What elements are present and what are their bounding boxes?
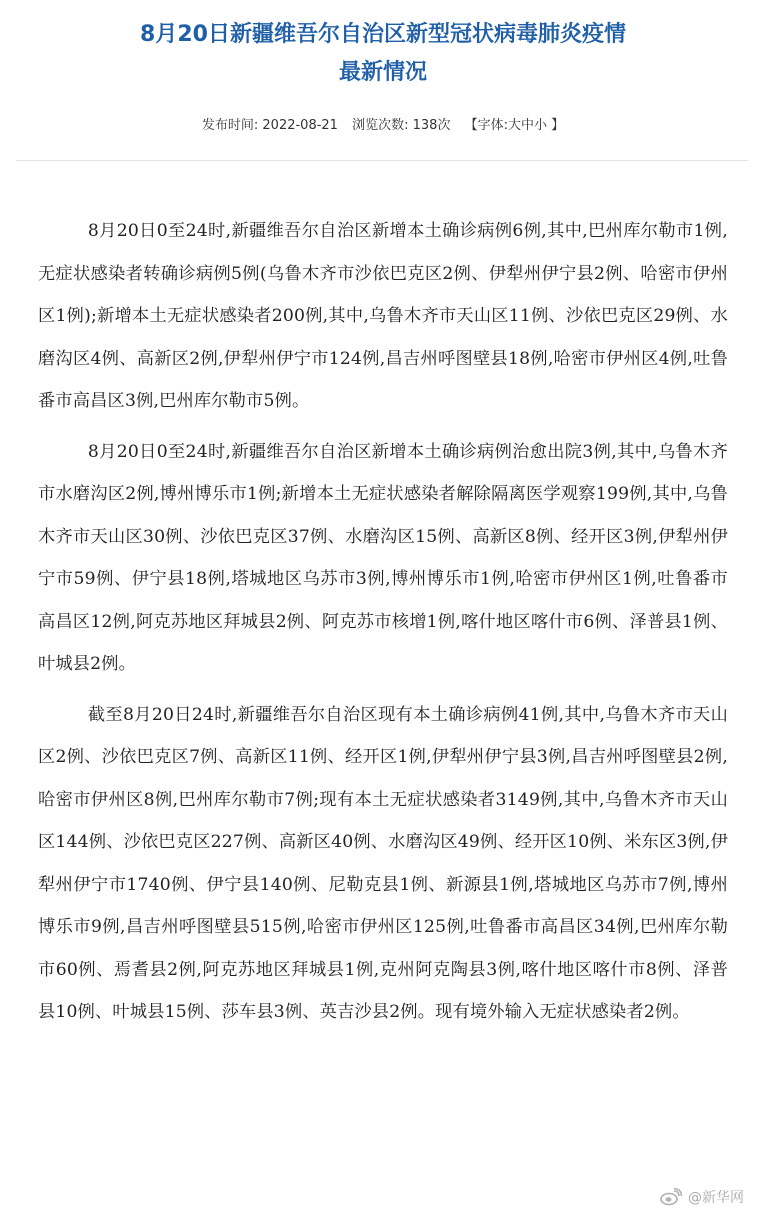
article-title-line-2: 最新情况	[338, 60, 427, 85]
font-size-control[interactable]: 【字体:大中小 】	[464, 118, 565, 133]
publish-date: 2022-08-21	[262, 118, 338, 133]
publish-time-label: 发布时间:	[201, 118, 259, 133]
watermark-text: @新华网	[688, 1190, 744, 1206]
weibo-icon	[660, 1188, 682, 1206]
article-title-line-1: 8月20日新疆维吾尔自治区新型冠状病毒肺炎疫情	[140, 22, 626, 47]
views-count: 138次	[412, 118, 451, 133]
article-body	[38, 210, 728, 1042]
header-divider	[16, 160, 748, 161]
article-paragraph-1: 8月20日0至24时,新疆维吾尔自治区新增本土确诊病例6例,其中,巴州库尔勒市1例,无症状感染者转确诊病例5例(乌鲁木齐市沙依巴克区2例、伊犁州伊宁县2例、哈密市伊州区1例);新增本土无症状感染者200例,其中,乌鲁木齐市天山区11例、沙依巴克区29例、水磨沟区4例、高新区2例,伊犁州伊宁市124例,昌吉州呼图壁县18例,哈密市伊州区4例,吐鲁番市高昌区3例,巴州库尔勒市5例。	[38, 221, 728, 411]
views-label: 浏览次数:	[352, 118, 409, 133]
article-meta	[0, 116, 766, 136]
article-paragraph-3: 截至8月20日24时,新疆维吾尔自治区现有本土确诊病例41例,其中,乌鲁木齐市天山区2例、沙依巴克区7例、高新区11例、经开区1例,伊犁州伊宁县3例,昌吉州呼图壁县2例,哈密市伊州区8例,巴州库尔勒市7例;现有本土无症状感染者3149例,其中,乌鲁木齐市天山区144例、沙依巴克区227例、高新区40例、水磨沟区49例、经开区10例、米东区3例,伊犁州伊宁市1740例、伊宁县140例、尼勒克县1例、新源县1例,塔城地区乌苏市7例,博州博乐市9例,昌吉州呼图壁县515例,哈密市伊州区125例,吐鲁番市高昌区34例,巴州库尔勒市60例、焉耆县2例,阿克苏地区拜城县1例,克州阿克陶县3例,喀什地区喀什市8例、泽普县10例、叶城县15例、莎车县3例、英吉沙县2例。现有境外输入无症状感染者2例。	[38, 704, 728, 1022]
article-title	[0, 16, 766, 92]
article-paragraph-2: 8月20日0至24时,新疆维吾尔自治区新增本土确诊病例治愈出院3例,其中,乌鲁木齐市水磨沟区2例,博州博乐市1例;新增本土无症状感染者解除隔离医学观察199例,其中,乌鲁木齐市天山区30例、沙依巴克区37例、水磨沟区15例、高新区8例、经开区3例,伊犁州伊宁市59例、伊宁县18例,塔城地区乌苏市3例,博州博乐市1例,哈密市伊州区1例,吐鲁番市高昌区12例,阿克苏地区拜城县2例、阿克苏市核增1例,喀什地区喀什市6例、泽普县1例、叶城县2例。	[38, 441, 728, 674]
source-watermark	[660, 1187, 744, 1207]
